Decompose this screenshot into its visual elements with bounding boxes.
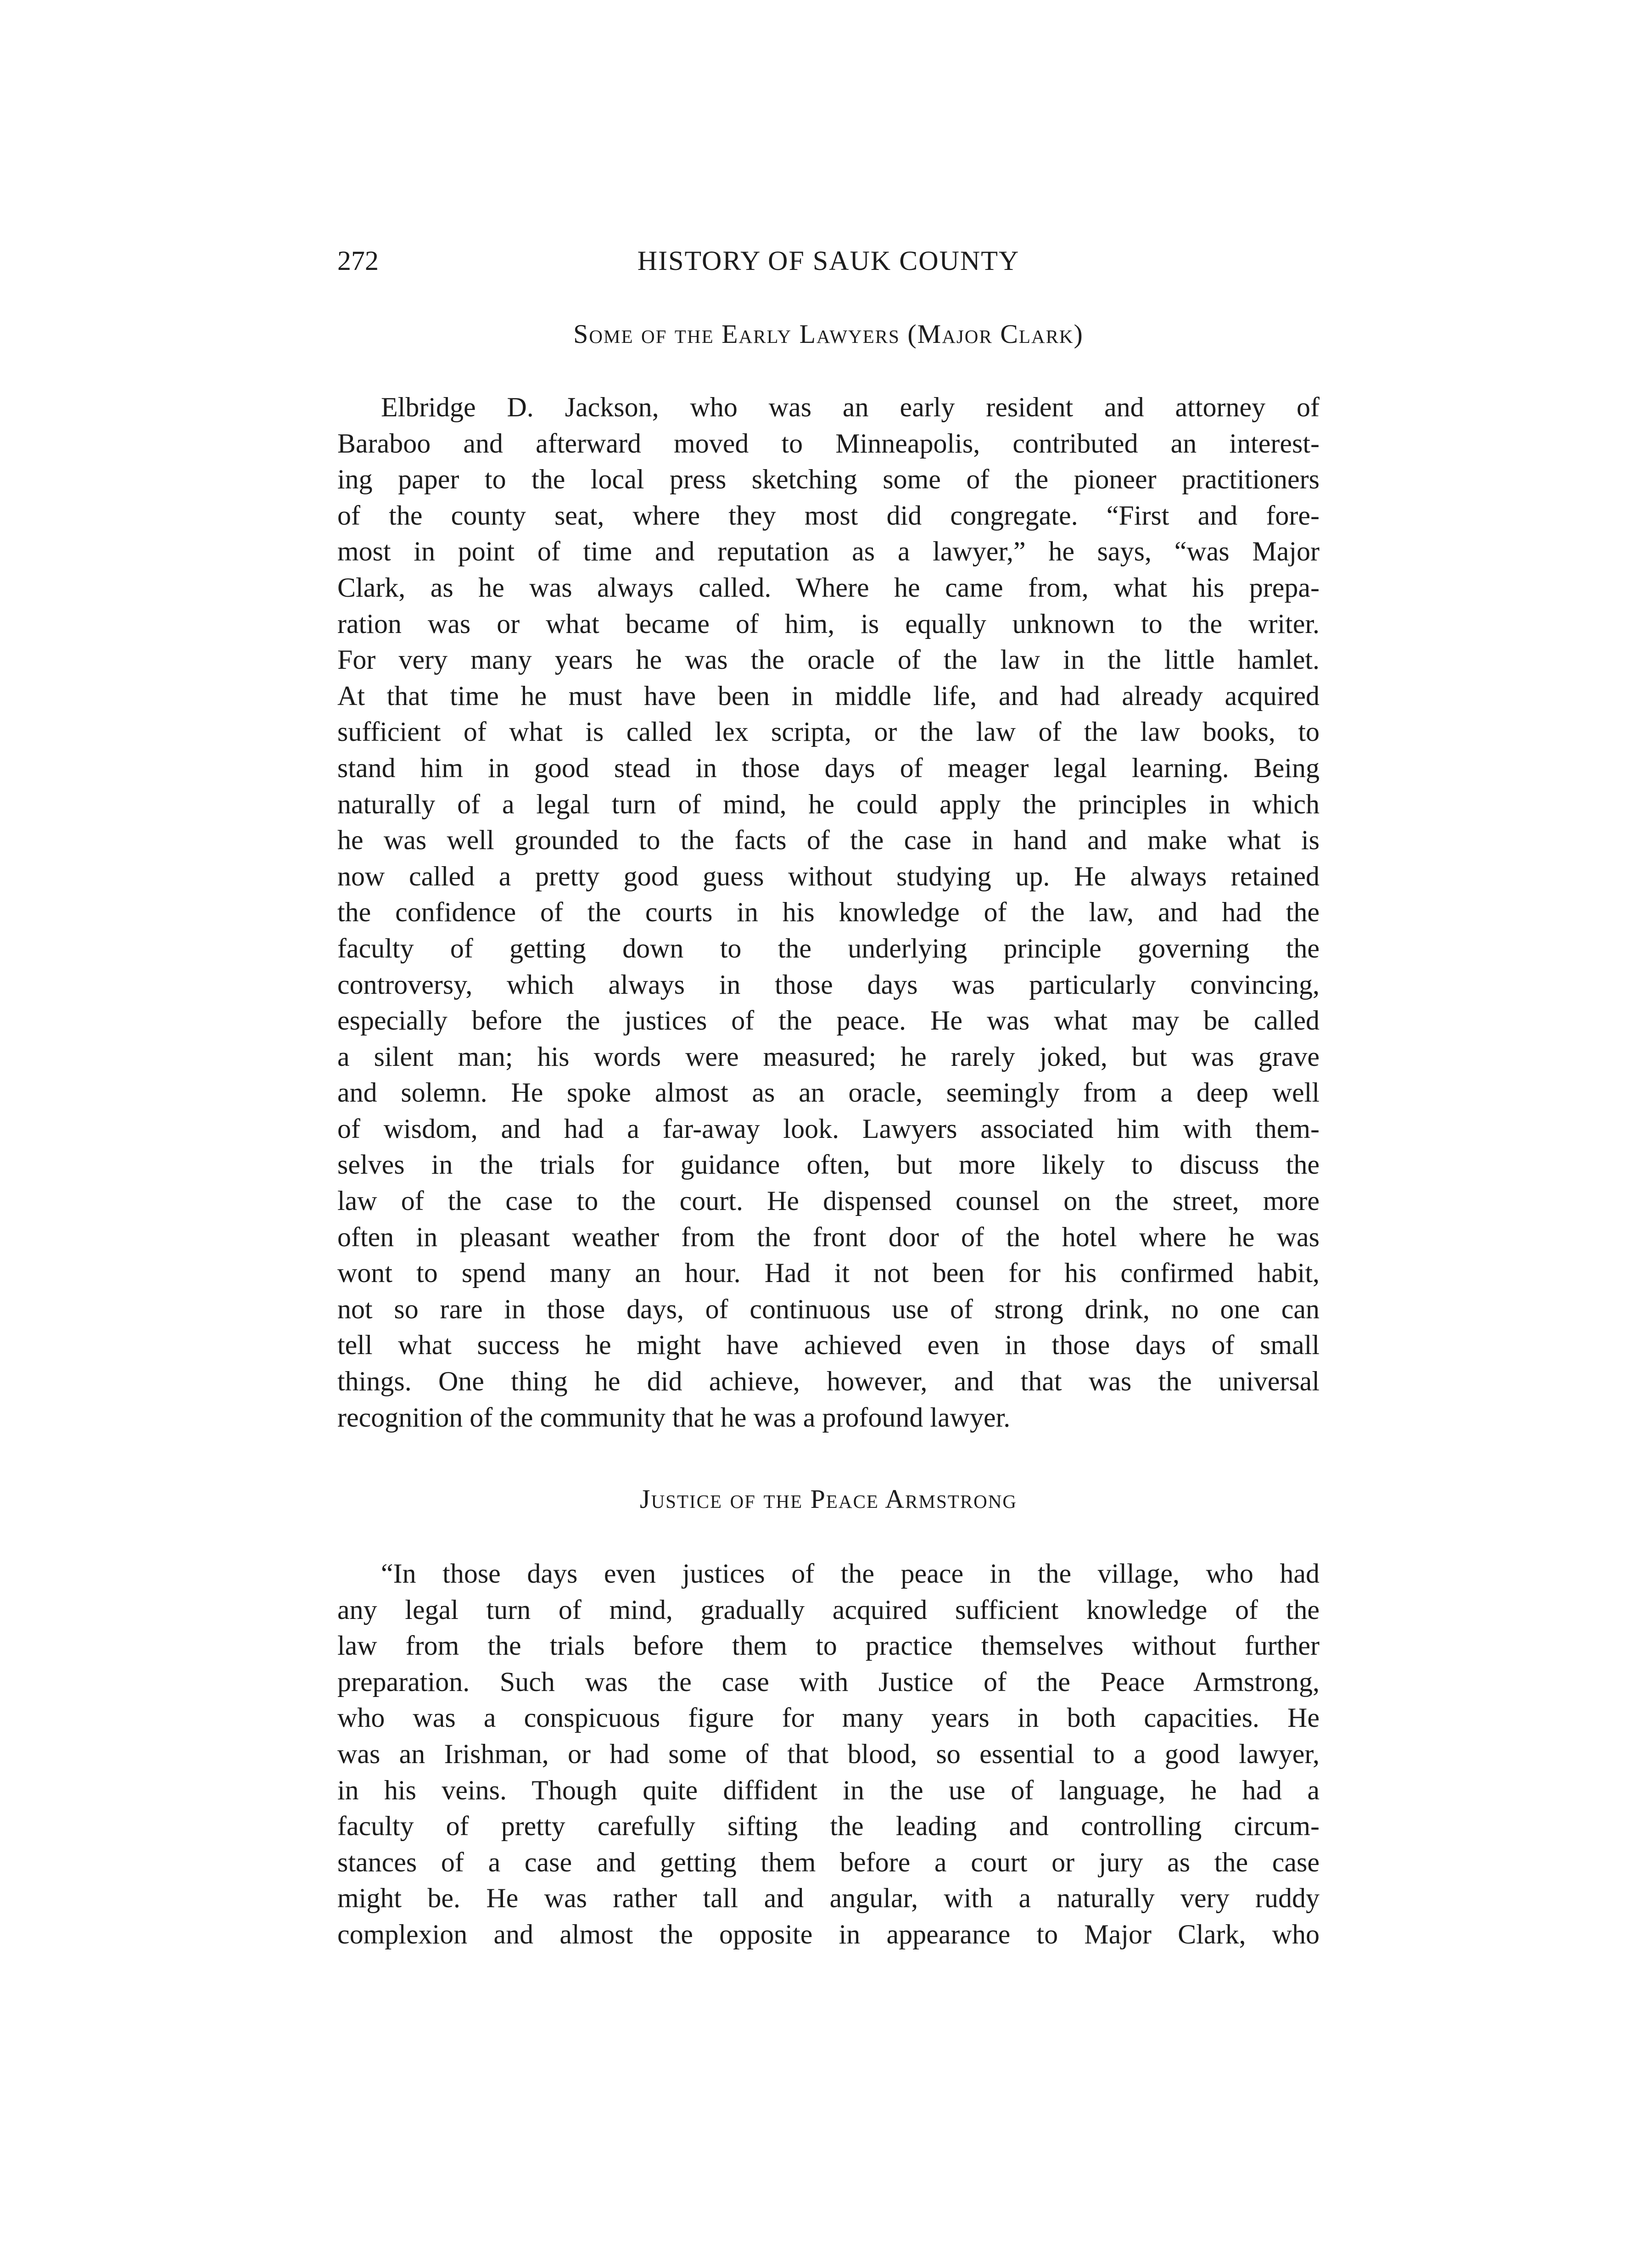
- text-line: recognition of the community that he was a profound lawyer.: [337, 1402, 1011, 1433]
- text-line: and solemn. He spoke almost as an oracle, seemingly from a deep well: [337, 1077, 1320, 1108]
- text-line: law from the trials before them to practice themselves without further: [337, 1630, 1320, 1661]
- section-heading-justice-armstrong: Justice of the Peace Armstrong: [640, 1484, 1017, 1514]
- text-line: Clark, as he was always called. Where he came from, what his prepa-: [337, 572, 1320, 603]
- text-line: might be. He was rather tall and angular, with a naturally very ruddy: [337, 1883, 1320, 1914]
- text-line: most in point of time and reputation as a lawyer,” he says, “was Major: [337, 536, 1320, 567]
- text-line: Elbridge D. Jackson, who was an early resident and attorney of: [381, 392, 1320, 422]
- running-title: HISTORY OF SAUK COUNTY: [637, 246, 1020, 276]
- page-number: 272: [337, 246, 379, 276]
- running-head: [337, 242, 1320, 279]
- text-line: controversy, which always in those days was particularly convincing,: [337, 969, 1320, 1000]
- paragraph-major-clark: [337, 389, 1320, 1435]
- text-line: in his veins. Though quite diffident in the use of language, he had a: [337, 1775, 1320, 1805]
- text-line: of wisdom, and had a far-away look. Lawyers associated him with them-: [337, 1113, 1320, 1144]
- text-line: stand him in good stead in those days of meager legal learning. Being: [337, 752, 1320, 783]
- text-line: he was well grounded to the facts of the case in hand and make what is: [337, 825, 1320, 856]
- text-line: tell what success he might have achieved even in those days of small: [337, 1330, 1320, 1361]
- text-line: faculty of pretty carefully sifting the leading and controlling circum-: [337, 1811, 1320, 1842]
- text-line: who was a conspicuous figure for many years in both capacities. He: [337, 1702, 1320, 1733]
- text-line: stances of a case and getting them before a court or jury as the case: [337, 1847, 1320, 1877]
- text-line: often in pleasant weather from the front door of the hotel where he was: [337, 1221, 1320, 1252]
- text-line: now called a pretty good guess without studying up. He always retained: [337, 861, 1320, 891]
- text-line: “In those days even justices of the peace in the village, who had: [381, 1558, 1320, 1589]
- text-line: a silent man; his words were measured; he rarely joked, but was grave: [337, 1041, 1320, 1072]
- text-line: naturally of a legal turn of mind, he could apply the principles in which: [337, 789, 1320, 819]
- text-line: complexion and almost the opposite in appearance to Major Clark, who: [337, 1919, 1320, 1949]
- text-line: ing paper to the local press sketching some of the pioneer practitioners: [337, 464, 1320, 495]
- text-line: especially before the justices of the peace. He was what may be called: [337, 1005, 1320, 1036]
- text-line: things. One thing he did achieve, however, and that was the universal: [337, 1366, 1320, 1397]
- text-line: ration was or what became of him, is equally unknown to the writer.: [337, 608, 1320, 639]
- text-line: not so rare in those days, of continuous use of strong drink, no one can: [337, 1294, 1320, 1324]
- text-line: the confidence of the courts in his knowledge of the law, and had the: [337, 897, 1320, 928]
- text-line: sufficient of what is called lex scripta, or the law of the law books, to: [337, 717, 1320, 747]
- text-line: of the county seat, where they most did congregate. “First and fore-: [337, 500, 1320, 531]
- text-line: Baraboo and afterward moved to Minneapolis, contributed an interest-: [337, 428, 1320, 459]
- text-line: preparation. Such was the case with Justice of the Peace Armstrong,: [337, 1666, 1320, 1697]
- text-line: law of the case to the court. He dispensed counsel on the street, more: [337, 1186, 1320, 1216]
- text-line: any legal turn of mind, gradually acquired sufficient knowledge of the: [337, 1594, 1320, 1625]
- text-line: faculty of getting down to the underlying principle governing the: [337, 933, 1320, 963]
- text-line: selves in the trials for guidance often, but more likely to discuss the: [337, 1149, 1320, 1180]
- paragraph-justice-armstrong: [337, 1556, 1320, 1953]
- text-line: At that time he must have been in middle life, and had already acquired: [337, 680, 1320, 711]
- section-heading-major-clark: Some of the Early Lawyers (Major Clark): [573, 319, 1084, 349]
- text-line: For very many years he was the oracle of the law in the little hamlet.: [337, 644, 1320, 675]
- text-line: was an Irishman, or had some of that blood, so essential to a good lawyer,: [337, 1738, 1320, 1769]
- text-line: wont to spend many an hour. Had it not been for his confirmed habit,: [337, 1258, 1320, 1288]
